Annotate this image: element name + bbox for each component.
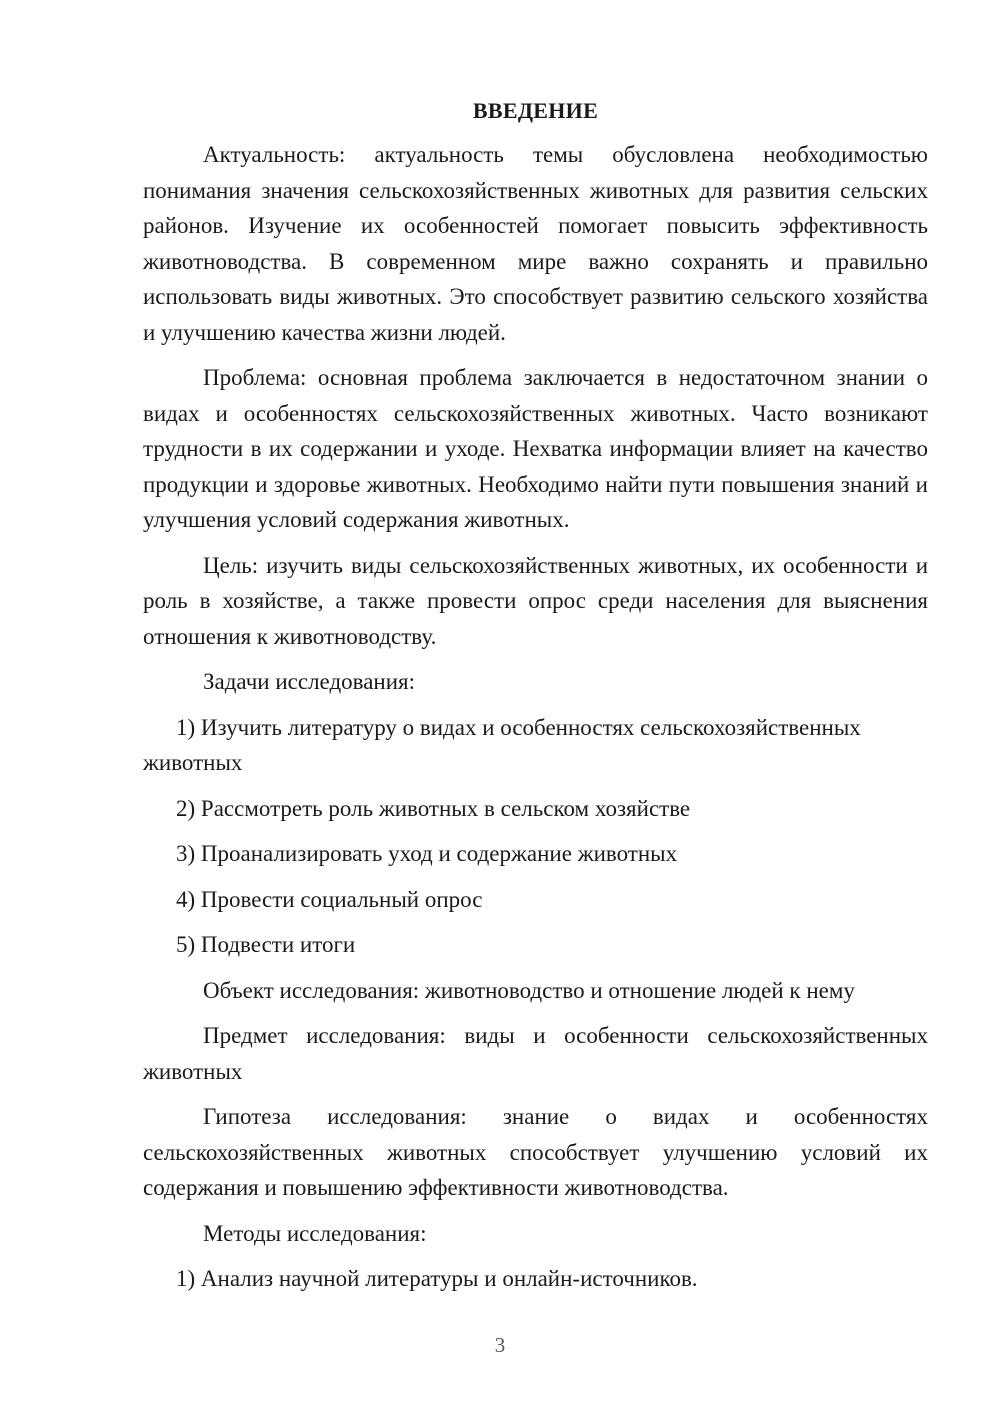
- goal-paragraph: Цель: изучить виды сельскохозяйственных животных, их особенности и роль в хозяйстве, а также провести опрос среди населения для выяснения отношения к животноводству.: [143, 552, 928, 649]
- page-number: 3: [494, 1333, 506, 1357]
- document-body: [143, 96, 928, 1307]
- task-item: 2) Рассмотреть роль животных в сельском хозяйстве: [176, 795, 691, 821]
- task-item: 3) Проанализировать уход и содержание животных: [176, 841, 678, 866]
- task-item: 1) Изучить литературу о видах и особенностях сельскохозяйственных животных: [143, 714, 861, 775]
- problem-paragraph: Проблема: основная проблема заключается в недостаточном знании о видах и особенностях сельскохозяйственных животных. Часто возникают трудности в их содержании и уходе. Нехватка информации влияет на качество продукции и здоровье животных. Необходимо найти пути повышения знаний и улучшения условий содержания животных.: [143, 365, 928, 532]
- task-item: 4) Провести социальный опрос: [176, 886, 483, 912]
- hypothesis-paragraph: Гипотеза исследования: знание о видах и особенностях сельскохозяйственных животных способствует улучшению условий их содержания и повышению эффективности животноводства.: [143, 1104, 928, 1200]
- subject-paragraph: Предмет исследования: виды и особенности сельскохозяйственных животных: [143, 1023, 928, 1084]
- page-title: ВВЕДЕНИЕ: [472, 98, 599, 123]
- method-item: 1) Анализ научной литературы и онлайн-источников.: [176, 1266, 698, 1291]
- task-item: 5) Подвести итоги: [176, 932, 356, 957]
- relevance-paragraph: Актуальность: актуальность темы обусловлена необходимостью понимания значения сельскохозяйственных животных для развития сельских районов. Изучение их особенностей помогает повысить эффективность животноводства. В современном мире важно сохранять и правильно использовать виды животных. Это способствует развитию сельского хозяйства и улучшению качества жизни людей.: [143, 142, 928, 345]
- object-paragraph: Объект исследования: животноводство и отношение людей к нему: [203, 977, 855, 1003]
- methods-heading: Методы исследования:: [203, 1220, 427, 1246]
- tasks-heading: Задачи исследования:: [203, 669, 416, 694]
